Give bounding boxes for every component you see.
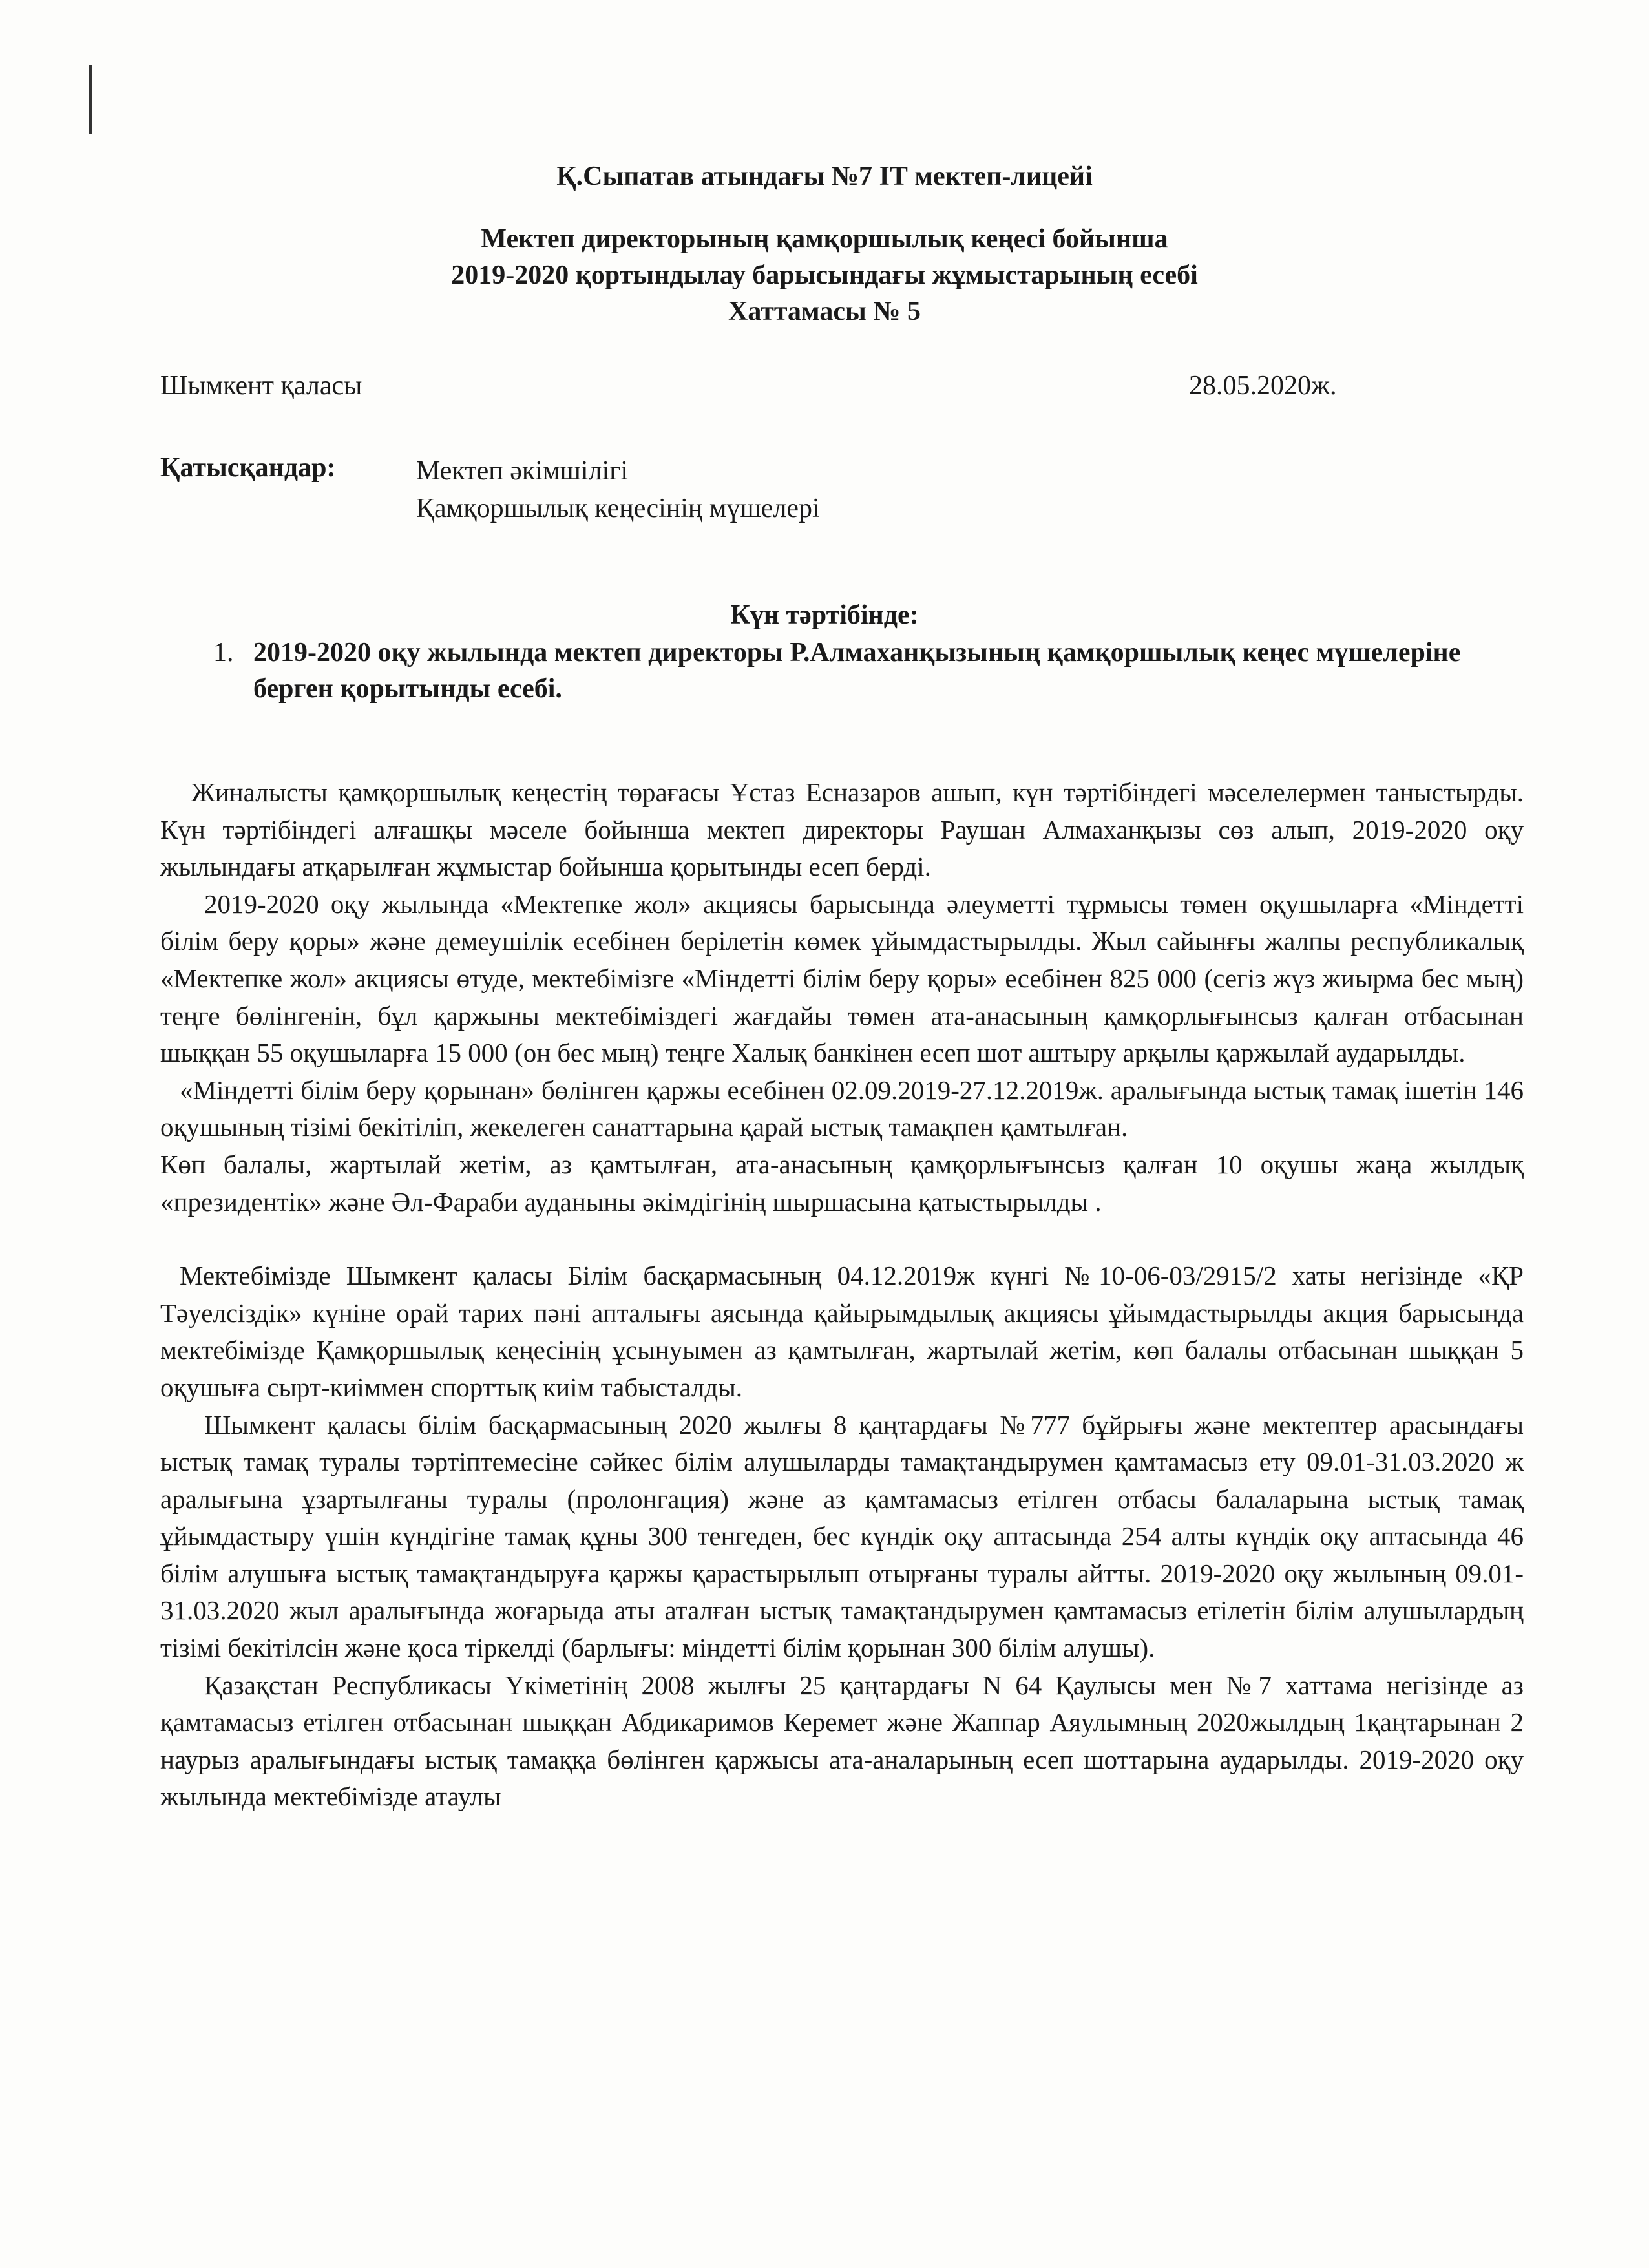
agenda-item-number: 1. [213,638,234,667]
place: Шымкент қаласы [160,371,362,401]
report-title-line: 2019-2020 қортындылау барысындағы жұмыстарының есебі [451,260,1198,290]
paragraph: Жиналысты қамқоршылық кеңестің төрағасы Ұстаз Есназаров ашып, күн тәртібіндегі мәселелермен таныстырды. Күн тәртібіндегі алғашқы мәселе бойынша мектеп директоры Раушан Алмаханқызы сөз алып, 2019-2020 оқу жылындағы атқарылған жұмыстар бойынша қорытынды есеп берді. [160,777,1524,882]
margin-mark [89,65,92,134]
report-title [0,221,1649,330]
report-title-line: Мектеп директорының қамқоршылық кеңесі бойынша [481,224,1168,254]
paragraph: 2019-2020 оқу жылында «Мектепке жол» акциясы барысында әлеуметті тұрмысы төмен оқушыларға «Міндетті білім беру қоры» және демеушілік есебінен берілетін көмек ұйымдастырылды. Жыл сайынғы жалпы республикалық «Мектепке жол» акциясы өтуде, мектебімізге «Міндетті білім беру қоры» есебінен 825 000 (сегіз жүз жиырма бес мың) теңге бөлінгенін, бұл қаржыны мектебіміздегі жағдайы төмен ата-анасының қамқорлығынсыз қалған отбасынан шыққан 55 оқушыларға 15 000 (он бес мың) теңге Халық банкінен есеп шот аштыру арқылы қаржылай аударылды. [160,888,1524,1068]
agenda-item-text: 2019-2020 оқу жылында мектеп директоры Р.Алмаханқызының қамқоршылық кеңес мүшелеріне берген қорытынды есебі. [253,638,1461,704]
participants-label: Қатысқандар: [160,453,336,483]
document-body [160,774,1524,1816]
date: 28.05.2020ж. [1189,371,1337,401]
participants-list [416,452,820,527]
paragraph: Көп балалы, жартылай жетім, аз қамтылған, ата-анасының қамқорлығынсыз қалған 10 оқушы жаңа жылдық «президентік» және Әл-Фараби ауданыны әкімдігінің шыршасына қатыстырылды . [160,1149,1524,1217]
paragraph: Шымкент қаласы білім басқармасының 2020 жылғы 8 қаңтардағы №777 бұйрығы және мектептер арасындағы ыстық тамақ туралы тәртіптемесіне сәйкес білім алушыларды тамақтандырумен қамтамасыз ету 09.01-31.03.2020 ж аралығына ұзартылғаны туралы (пролонгация) және аз қамтамасыз етілген отбасы балаларына ыстық тамақ ұйымдастыру үшін күндігіне тамақ құны 300 тенгеден, бес күндік оқу аптасында 254 алты күндік оқу аптасында 46 білім алушыға ыстық тамақтандыруға қаржы қарастырылып отырғаны туралы айтты. 2019-2020 оқу жылының 09.01-31.03.2020 жыл аралығында жоғарыда аты аталған ыстық тамақтандырумен қамтамасыз етілетін білім алушылардың тізімі бекітілсін және қоса тіркелді (барлығы: міндетті білім қорынан 300 білім алушы). [160,1409,1524,1663]
paragraph: Қазақстан Республикасы Үкіметінің 2008 жылғы 25 қаңтардағы N 64 Қаулысы мен №7 хаттама негізінде аз қамтамасыз етілген отбасынан шыққан Абдикаримов Керемет және Жаппар Аяулымның 2020жылдың 1қаңтарынан 2 наурыз аралығындағы ыстық тамаққа бөлінген қаржысы ата-аналарының есеп шоттарына аударылды. 2019-2020 оқу жылында мектебімізде атаулы [160,1670,1524,1812]
participant: Қамқоршылық кеңесінің мүшелері [416,494,820,523]
paragraph: «Міндетті білім беру қорынан» бөлінген қаржы есебінен 02.09.2019-27.12.2019ж. аралығында ыстық тамақ ішетін 146 оқушының тізімі бекітіліп, жекелеген санаттарына қарай ыстық тамақпен қамтылған. [160,1075,1524,1142]
agenda-title: Күн тәртібінде: [730,600,919,630]
school-title: Қ.Сыпатав атындағы №7 ІТ мектеп-лицейі [556,162,1093,191]
agenda-item [213,635,1531,707]
paragraph: Мектебімізде Шымкент қаласы Білім басқармасының 04.12.2019ж күнгі №10-06-03/2915/2 хаты негізінде «ҚР Тәуелсіздік» күніне орай тарих пәні апталығы аясында қайырымдылық акциясы ұйымдастырылды акция барысында мектебімізде Қамқоршылық кеңесінің ұсынуымен аз қамтылған, жартылай жетім, көп балалы отбасынан шыққан 5 оқушыға сырт-киіммен спорттық киім табысталды. [160,1261,1524,1402]
participant: Мектеп әкімшілігі [416,456,629,486]
protocol-number: Хаттамасы № 5 [728,297,921,326]
